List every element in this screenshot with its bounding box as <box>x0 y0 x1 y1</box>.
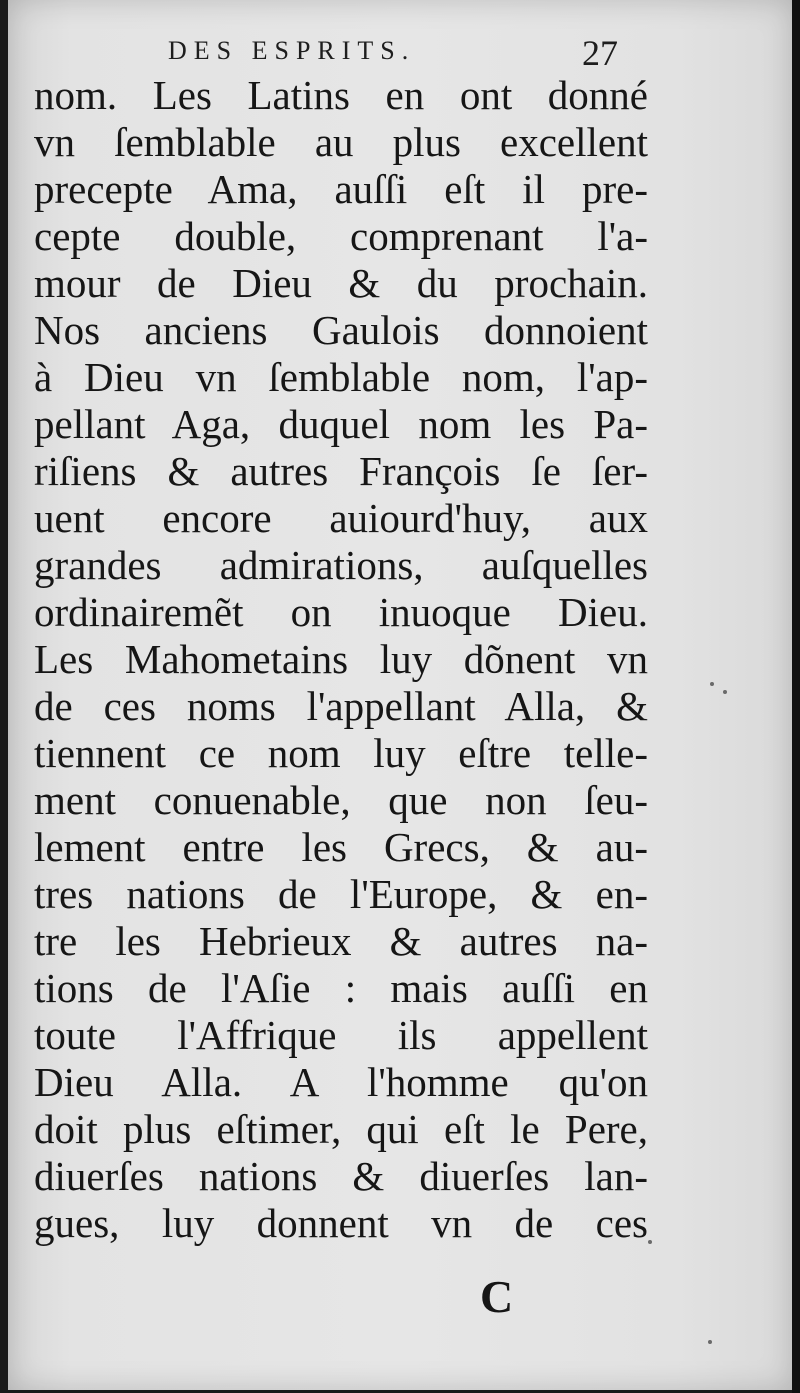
text-line: tres nations de l'Europe, & en- <box>34 871 648 917</box>
text-line: toute l'Affrique ils appellent <box>34 1012 648 1058</box>
text-line: tions de l'Aſie : mais auſſi en <box>34 965 648 1011</box>
text-line: de ces noms l'appellant Alla, & <box>34 683 648 729</box>
text-line: gues, luy donnent vn de ces <box>34 1200 648 1246</box>
text-line: mour de Dieu & du prochain. <box>34 260 648 306</box>
signature-mark: C <box>480 1271 514 1322</box>
paper-speck <box>708 1340 712 1344</box>
text-line: tre les Hebrieux & autres na- <box>34 918 648 964</box>
text-line: ordinairemẽt on inuoque Dieu. <box>34 589 648 635</box>
text-line: precepte Ama, auſſi eſt il pre- <box>34 166 648 212</box>
text-line: pellant Aga, duquel nom les Pa- <box>34 401 648 447</box>
paper-speck <box>723 690 727 694</box>
book-page <box>8 0 793 1390</box>
paper-speck <box>710 682 714 686</box>
text-line: lement entre les Grecs, & au- <box>34 824 648 870</box>
text-line: uent encore auiourd'huy, aux <box>34 495 648 541</box>
text-line: tiennent ce nom luy eſtre telle- <box>34 730 648 776</box>
text-line: Nos anciens Gaulois donnoient <box>34 307 648 353</box>
text-line: Dieu Alla. A l'homme qu'on <box>34 1059 648 1105</box>
paper-speck <box>648 1240 652 1244</box>
text-line: doit plus eſtimer, qui eſt le Pere, <box>34 1106 648 1152</box>
body-text <box>34 72 648 1247</box>
page-edge-shadow <box>792 0 800 1393</box>
running-title: DES ESPRITS. <box>168 36 416 65</box>
text-line: ment conuenable, que non ſeu- <box>34 777 648 823</box>
text-line: nom. Les Latins en ont donné <box>34 72 648 118</box>
text-line: cepte double, comprenant l'a- <box>34 213 648 259</box>
text-line: diuerſes nations & diuerſes lan- <box>34 1153 648 1199</box>
text-line: riſiens & autres François ſe ſer- <box>34 448 648 494</box>
text-line: grandes admirations, auſquelles <box>34 542 648 588</box>
text-line: à Dieu vn ſemblable nom, l'ap- <box>34 354 648 400</box>
text-line: vn ſemblable au plus excellent <box>34 119 648 165</box>
page-number: 27 <box>582 33 618 73</box>
text-line: Les Mahometains luy dõnent vn <box>34 636 648 682</box>
